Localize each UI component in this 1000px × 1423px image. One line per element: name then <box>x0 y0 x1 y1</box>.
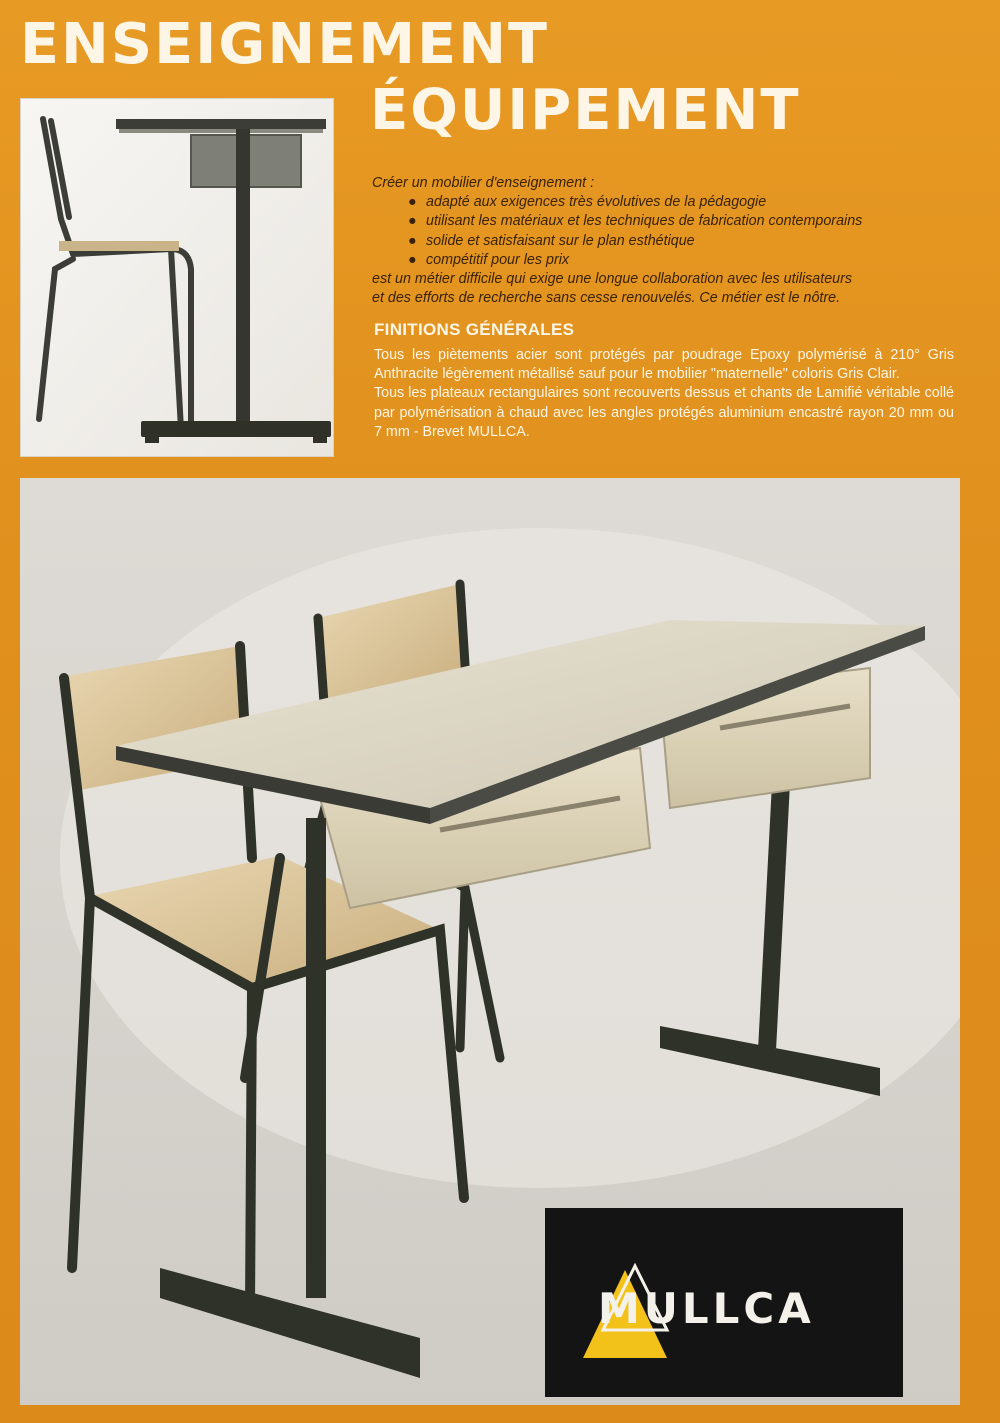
intro-bullet: ● solide et satisfaisant sur le plan esthétique <box>408 232 957 251</box>
intro-bullet: ● adapté aux exigences très évolutives de la pédagogie <box>408 193 957 212</box>
intro-closing-2: et des efforts de recherche sans cesse renouvelés. Ce métier est le nôtre. <box>372 290 841 307</box>
title-line-1: ENSEIGNEMENT <box>20 12 550 77</box>
finitions-heading: FINITIONS GÉNÉRALES <box>374 320 575 339</box>
finitions-text <box>374 346 954 442</box>
intro-closing-1: est un métier difficile qui exige une longue collaboration avec les utilisateurs <box>372 271 853 288</box>
title-line-2: ÉQUIPEMENT <box>370 78 801 143</box>
bullet-icon: ● <box>408 213 417 230</box>
bullet-icon: ● <box>408 232 417 249</box>
chair-seat <box>59 241 179 251</box>
side-view-illustration <box>21 99 333 456</box>
side-view-photo <box>20 98 334 457</box>
bullet-icon: ● <box>408 251 417 268</box>
intro-bullet: ● utilisant les matériaux et les techniques de fabrication contemporains <box>408 212 957 231</box>
intro-bullet-list <box>372 193 957 270</box>
finitions-paragraph-2: Tous les plateaux rectangulaires sont recouverts dessus et chants de Lamifié véritable collé par polymérisation à chaud avec les angles protégés aluminium encastré rayon 20 mm ou 7 mm - Brevet MULLCA. <box>374 385 954 440</box>
intro-lead: Créer un mobilier d'enseignement : <box>372 175 595 191</box>
bullet-icon: ● <box>408 194 417 211</box>
intro-text <box>372 174 957 308</box>
intro-bullet: ● compétitif pour les prix <box>408 251 957 270</box>
finitions-paragraph-1: Tous les piètements acier sont protégés par poudrage Epoxy polymérisé à 210° Gris Anthracite légèrement métallisé sauf pour le mobilier "maternelle" coloris Gris Clair. <box>374 347 954 383</box>
brand-logo-text: MULLCA <box>598 1284 815 1333</box>
